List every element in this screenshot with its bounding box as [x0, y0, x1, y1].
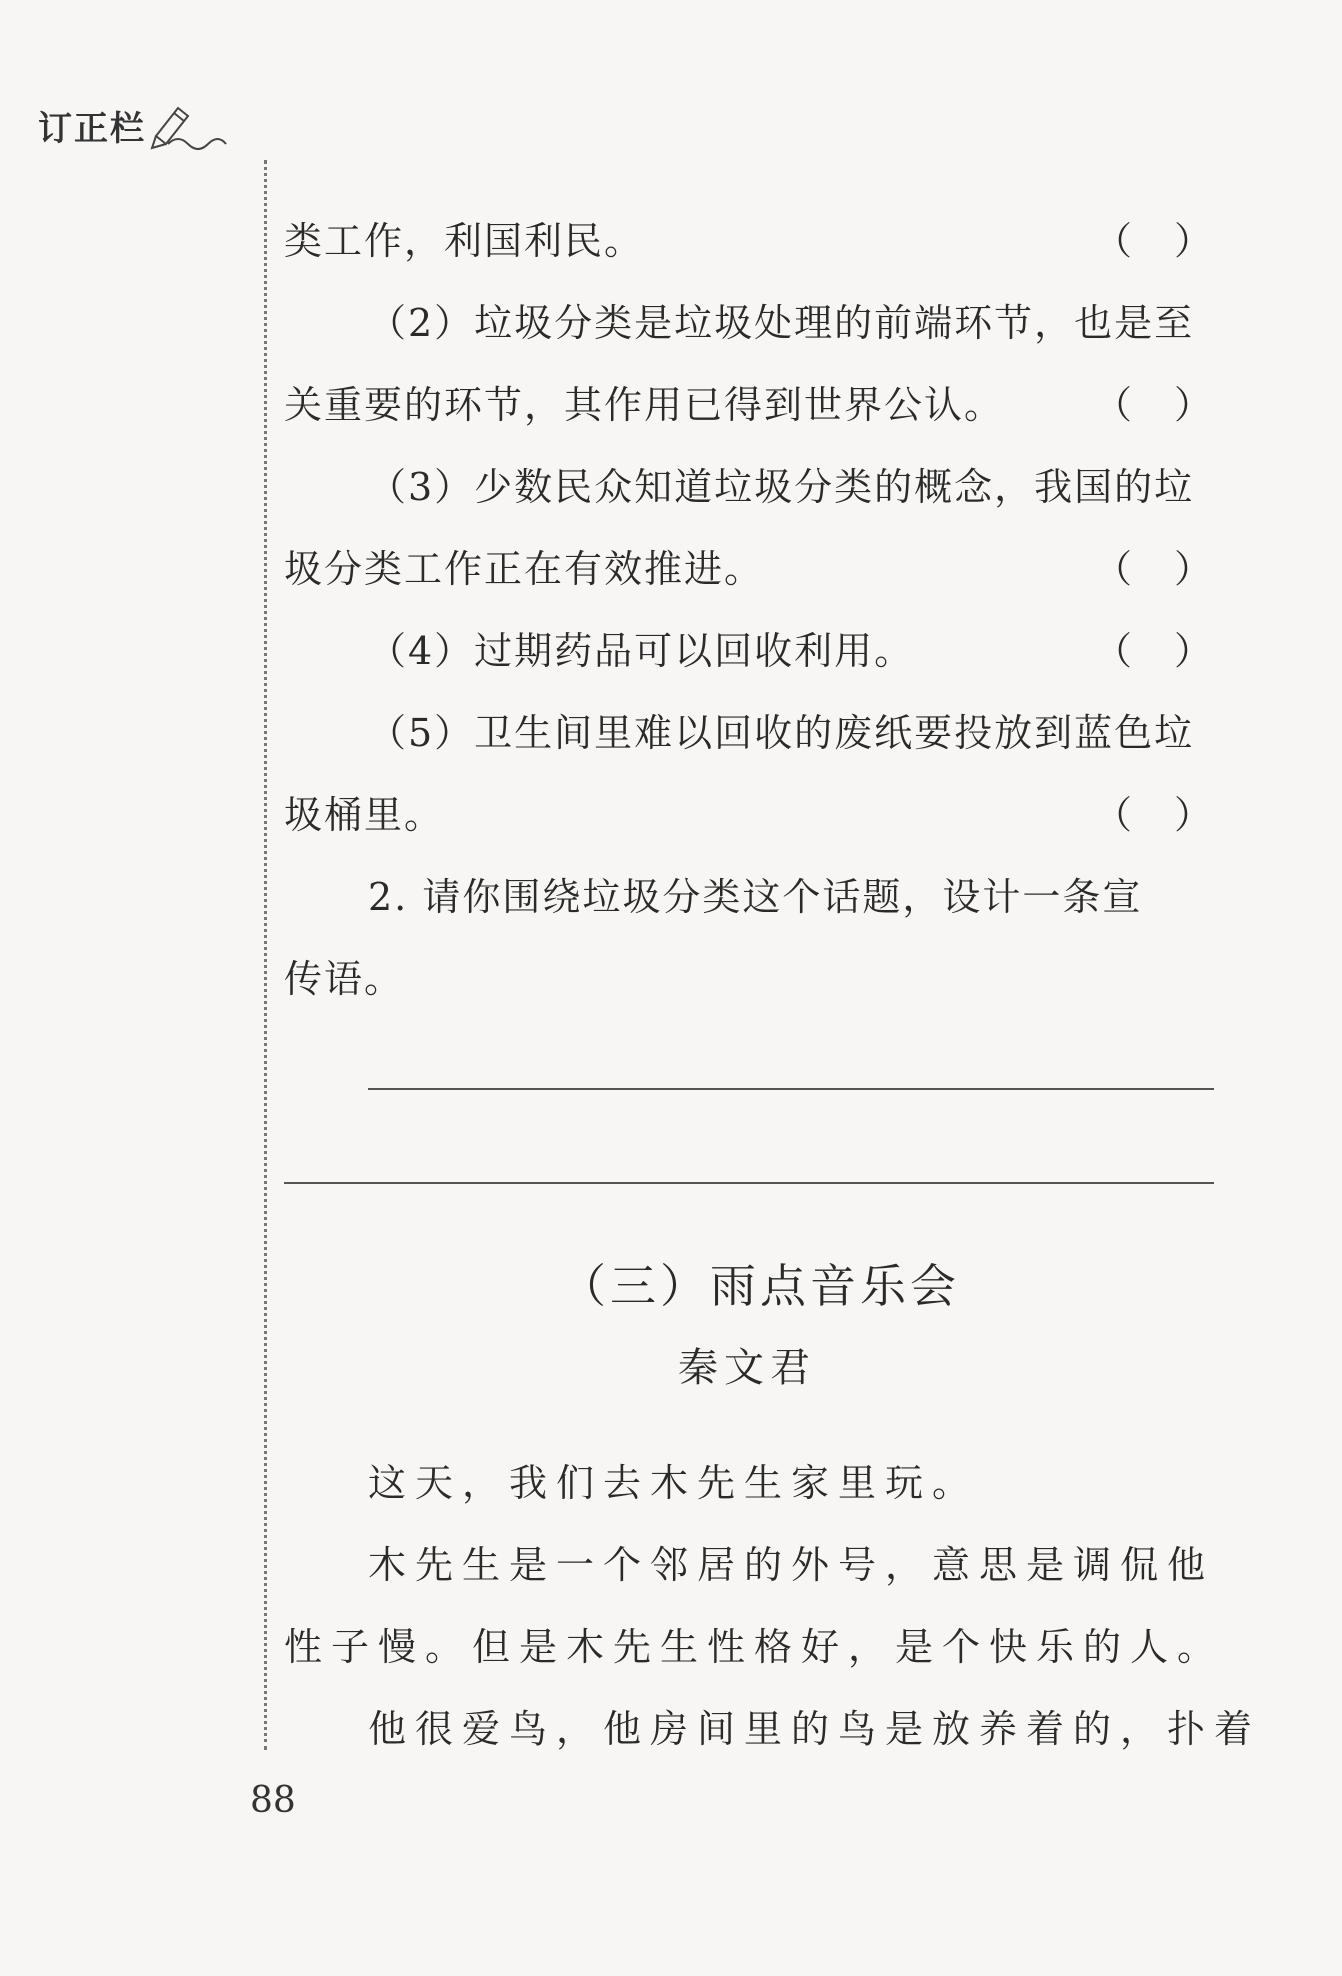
answer-bracket[interactable]: （ ）	[1094, 219, 1214, 263]
questions-block	[284, 200, 1214, 1020]
question-item-3: （3）少数民众知道垃圾分类的概念，我国的垃	[368, 465, 1195, 509]
answer-line-2[interactable]	[284, 1182, 1214, 1184]
question-item-4: （4）过期药品可以回收利用。 （ ）	[284, 610, 1214, 692]
answer-line-1[interactable]	[368, 1088, 1214, 1090]
question-2: 2. 请你围绕垃圾分类这个话题，设计一条宣	[368, 875, 1143, 919]
author-name: 秦文君	[678, 1345, 816, 1391]
question-item-2-cont: 关重要的环节，其作用已得到世界公认。 （ ）	[284, 364, 1214, 446]
page-number: 88	[250, 1780, 296, 1821]
pencil-icon	[148, 100, 228, 150]
story-paragraph-cont: 性子慢。但是木先生性格好，是个快乐的人。	[284, 1625, 1225, 1669]
margin-dotted-line	[264, 160, 267, 1750]
question-item-2: （2）垃圾分类是垃圾处理的前端环节，也是至	[368, 301, 1195, 345]
question-item-5-cont: 圾桶里。 （ ）	[284, 774, 1214, 856]
correction-column-header	[38, 100, 228, 150]
story-text	[284, 1440, 1262, 1768]
answer-bracket[interactable]: （ ）	[1094, 629, 1214, 673]
answer-bracket[interactable]: （ ）	[1094, 547, 1214, 591]
story-paragraph: 木先生是一个邻居的外号，意思是调侃他	[368, 1543, 1215, 1587]
story-paragraph: 他很爱鸟，他房间里的鸟是放养着的，扑着	[368, 1707, 1262, 1751]
question-2-cont: 传语。	[284, 957, 405, 1001]
correction-label: 订正栏	[38, 109, 146, 149]
section-title: （三）雨点音乐会	[560, 1259, 960, 1313]
answer-bracket[interactable]: （ ）	[1094, 383, 1214, 427]
question-1-tail: 类工作，利国利民。 （ ）	[284, 200, 1214, 282]
question-item-5: （5）卫生间里难以回收的废纸要投放到蓝色垃	[368, 711, 1195, 755]
question-item-3-cont: 圾分类工作正在有效推进。 （ ）	[284, 528, 1214, 610]
story-paragraph: 这天，我们去木先生家里玩。	[368, 1461, 980, 1505]
answer-bracket[interactable]: （ ）	[1094, 793, 1214, 837]
